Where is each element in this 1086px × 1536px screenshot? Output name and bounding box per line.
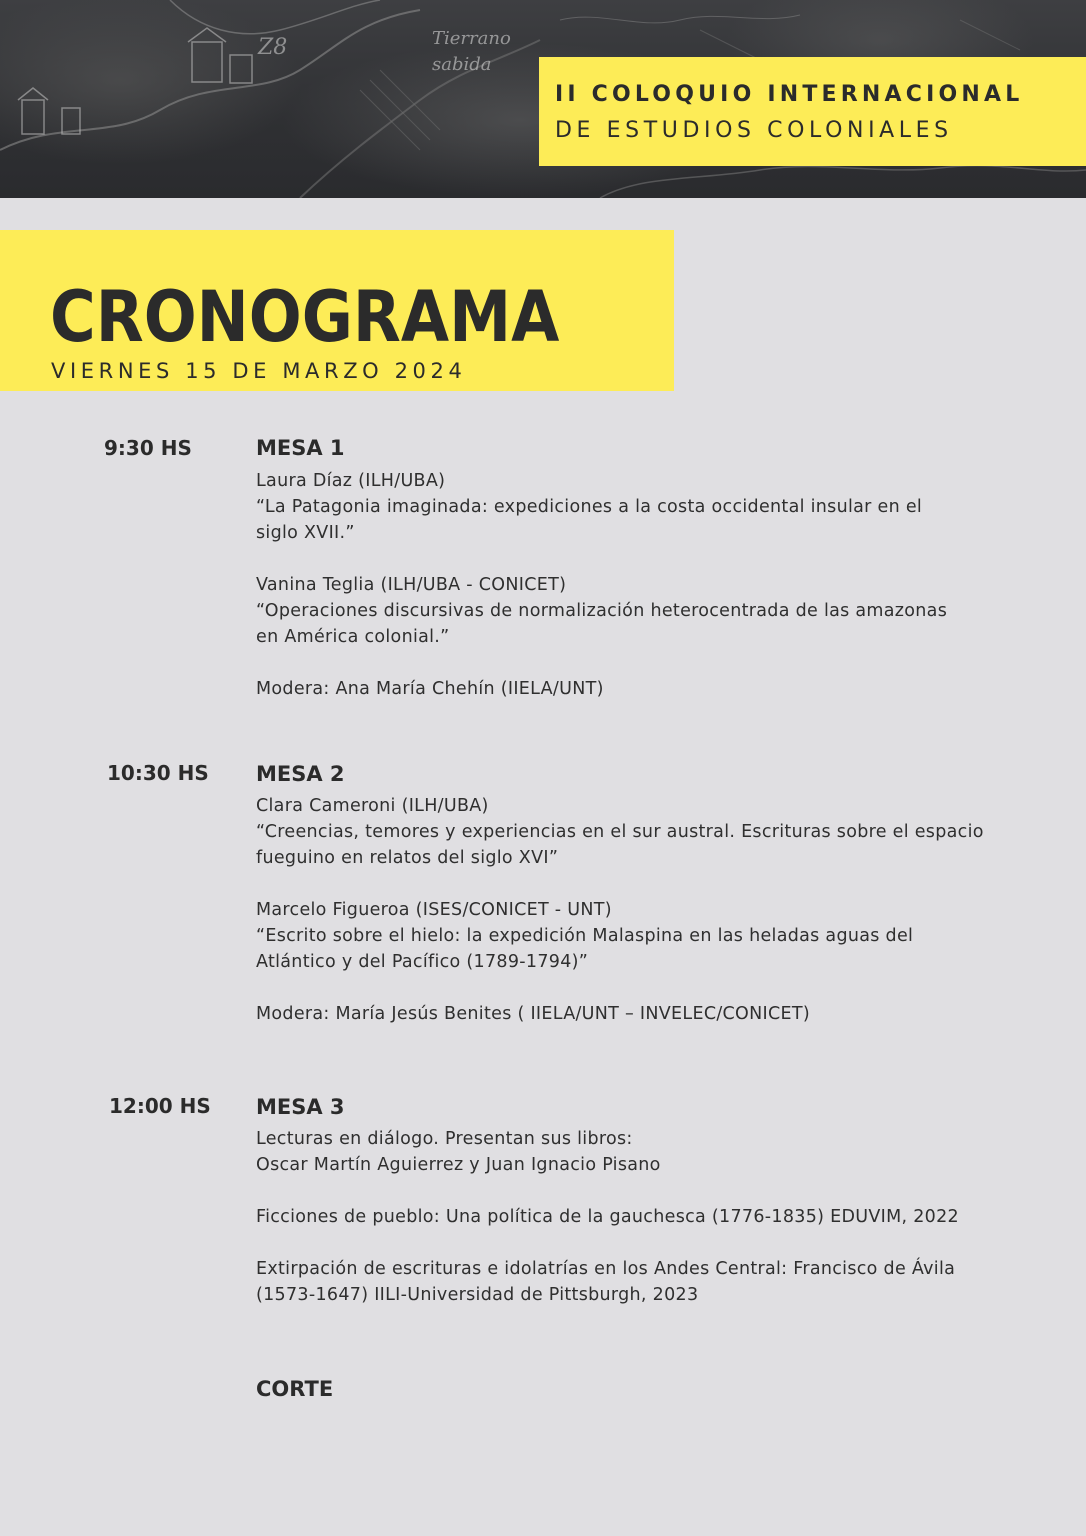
session-time: 9:30 HS bbox=[104, 436, 192, 460]
page-title: CRONOGRAMA bbox=[50, 276, 560, 358]
event-title-line-2: DE ESTUDIOS COLONIALES bbox=[555, 118, 953, 143]
map-handwriting-3: Z8 bbox=[258, 35, 288, 60]
session-line: en América colonial.” bbox=[256, 627, 450, 647]
map-handwriting-2: sabida bbox=[432, 54, 492, 75]
closing-label: CORTE bbox=[256, 1377, 334, 1401]
session-line: Atlántico y del Pacífico (1789-1794)” bbox=[256, 952, 589, 972]
session-line: Extirpación de escrituras e idolatrías en los Andes Central: Francisco de Ávila bbox=[256, 1259, 956, 1279]
session-line: Laura Díaz (ILH/UBA) bbox=[256, 471, 446, 491]
session-line: Clara Cameroni (ILH/UBA) bbox=[256, 796, 489, 816]
map-building-icon bbox=[18, 28, 252, 134]
session-line: “La Patagonia imaginada: expediciones a la costa occidental insular en el bbox=[256, 497, 923, 517]
event-date: VIERNES 15 DE MARZO 2024 bbox=[51, 359, 467, 383]
session-line: “Escrito sobre el hielo: la expedición Malaspina en las heladas aguas del bbox=[256, 926, 914, 946]
session-line: “Operaciones discursivas de normalización heterocentrada de las amazonas bbox=[256, 601, 948, 621]
session-line: “Creencias, temores y experiencias en el sur austral. Escrituras sobre el espacio bbox=[256, 822, 984, 842]
session-line: Marcelo Figueroa (ISES/CONICET - UNT) bbox=[256, 900, 612, 920]
session-title: MESA 3 bbox=[256, 1095, 345, 1119]
session-line: fueguino en relatos del siglo XVI” bbox=[256, 848, 559, 868]
session-line: Lecturas en diálogo. Presentan sus libros: bbox=[256, 1129, 633, 1149]
session-line: Vanina Teglia (ILH/UBA - CONICET) bbox=[256, 575, 567, 595]
header-map-background bbox=[0, 0, 1086, 198]
session-title: MESA 1 bbox=[256, 436, 345, 460]
event-title-line-1: II COLOQUIO INTERNACIONAL bbox=[555, 82, 1024, 107]
map-handwriting-1: Tierrano bbox=[432, 28, 511, 49]
event-title-box bbox=[539, 57, 1086, 166]
session-time: 10:30 HS bbox=[107, 761, 209, 785]
session-line: Oscar Martín Aguierrez y Juan Ignacio Pisano bbox=[256, 1155, 661, 1175]
session-moderator: Modera: Ana María Chehín (IIELA/UNT) bbox=[256, 679, 604, 699]
session-line: siglo XVII.” bbox=[256, 523, 355, 543]
session-line: Ficciones de pueblo: Una política de la gauchesca (1776-1835) EDUVIM, 2022 bbox=[256, 1207, 959, 1227]
session-time: 12:00 HS bbox=[109, 1094, 211, 1118]
session-title: MESA 2 bbox=[256, 762, 345, 786]
session-line: (1573-1647) IILI-Universidad de Pittsburgh, 2023 bbox=[256, 1285, 699, 1305]
session-moderator: Modera: María Jesús Benites ( IIELA/UNT – INVELEC/CONICET) bbox=[256, 1004, 810, 1024]
